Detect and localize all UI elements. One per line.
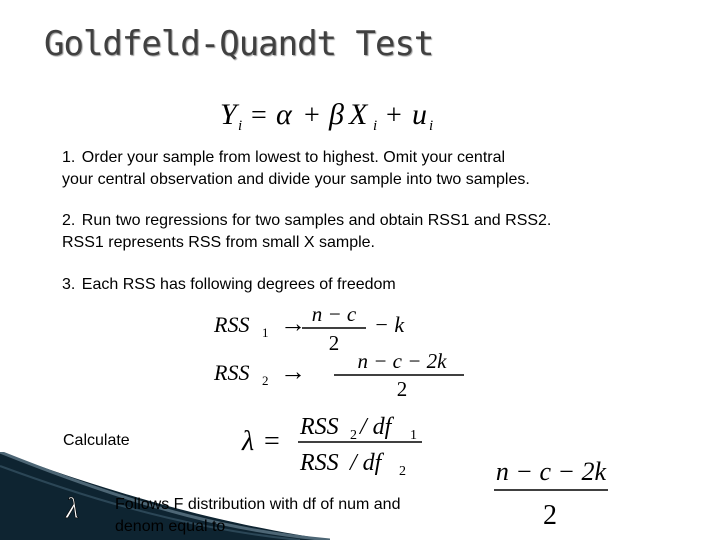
bf-denominator: 2 [543,500,557,531]
df2-arrow: → [280,357,306,386]
df2-denominator: 2 [396,377,408,401]
df1-denominator: 2 [328,331,340,355]
eq-u: u [412,98,427,131]
lf-num-rss: RSS [300,414,339,440]
follows-line-2: denom equal to [115,518,226,535]
df2-numerator: n − c − 2k [357,349,447,373]
df1-rss-sub: 1 [262,325,269,340]
follows-text [115,494,400,538]
eq-x-sub: i [373,118,378,134]
lf-den-rss: RSS [300,450,339,476]
eq-y-sub: i [238,118,243,134]
eq-equals: = [251,100,267,131]
step-1 [62,147,530,191]
calculate-label: Calculate [63,432,130,449]
step-2 [62,210,551,254]
step-2-number: 2. [62,212,76,229]
lf-equals: = [264,426,280,457]
df1-arrow: → [280,309,306,338]
step-2-line-1: Run two regressions for two samples and obtain RSS1 and RSS2. [81,212,552,229]
df-formula-rss2 [214,348,474,400]
eq-plus-1: + [304,100,320,131]
eq-x: X [349,98,368,131]
step-1-number: 1. [62,149,76,166]
lf-num-df-sub: 1 [410,428,417,443]
follows-line-1: Follows F distribution with df of num and [115,496,401,513]
step-1-line-1: Order your sample from lowest to highest. Omit your central [77,149,506,166]
step-3-number: 3. [62,276,76,293]
step-3-line-1: Each RSS has following degrees of freedom [81,276,396,293]
lambda-icon [62,492,102,526]
df1-numerator: n − c [311,302,357,326]
slide-title: Goldfeld-Quandt Test [44,24,434,64]
eq-beta: β [329,98,344,131]
svg-text:λ: λ [66,492,79,525]
lf-lambda: λ [242,426,255,457]
eq-u-sub: i [429,118,434,134]
lf-num-df: / df [360,414,392,440]
df1-rss: RSS [214,312,250,337]
lf-num-rss-sub: 2 [350,428,357,443]
step-2-line-2: RSS1 represents RSS from small X sample. [62,234,375,251]
bf-numerator: n − c − 2k [495,457,607,486]
df-formula-rss1 [214,302,454,354]
lf-den-df-sub: 2 [399,464,406,479]
eq-plus-2: + [386,100,402,131]
step-1-line-2: your central observation and divide your sample into two samples. [62,171,530,188]
lf-den-df: / df [350,450,382,476]
step-3 [62,274,396,296]
eq-alpha: α [276,98,292,131]
bottom-fraction [490,452,615,532]
eq-y: Y [220,98,237,131]
df1-tail: − k [374,312,405,337]
model-equation [218,94,448,138]
df2-rss-sub: 2 [262,373,269,388]
df2-rss: RSS [214,360,250,385]
